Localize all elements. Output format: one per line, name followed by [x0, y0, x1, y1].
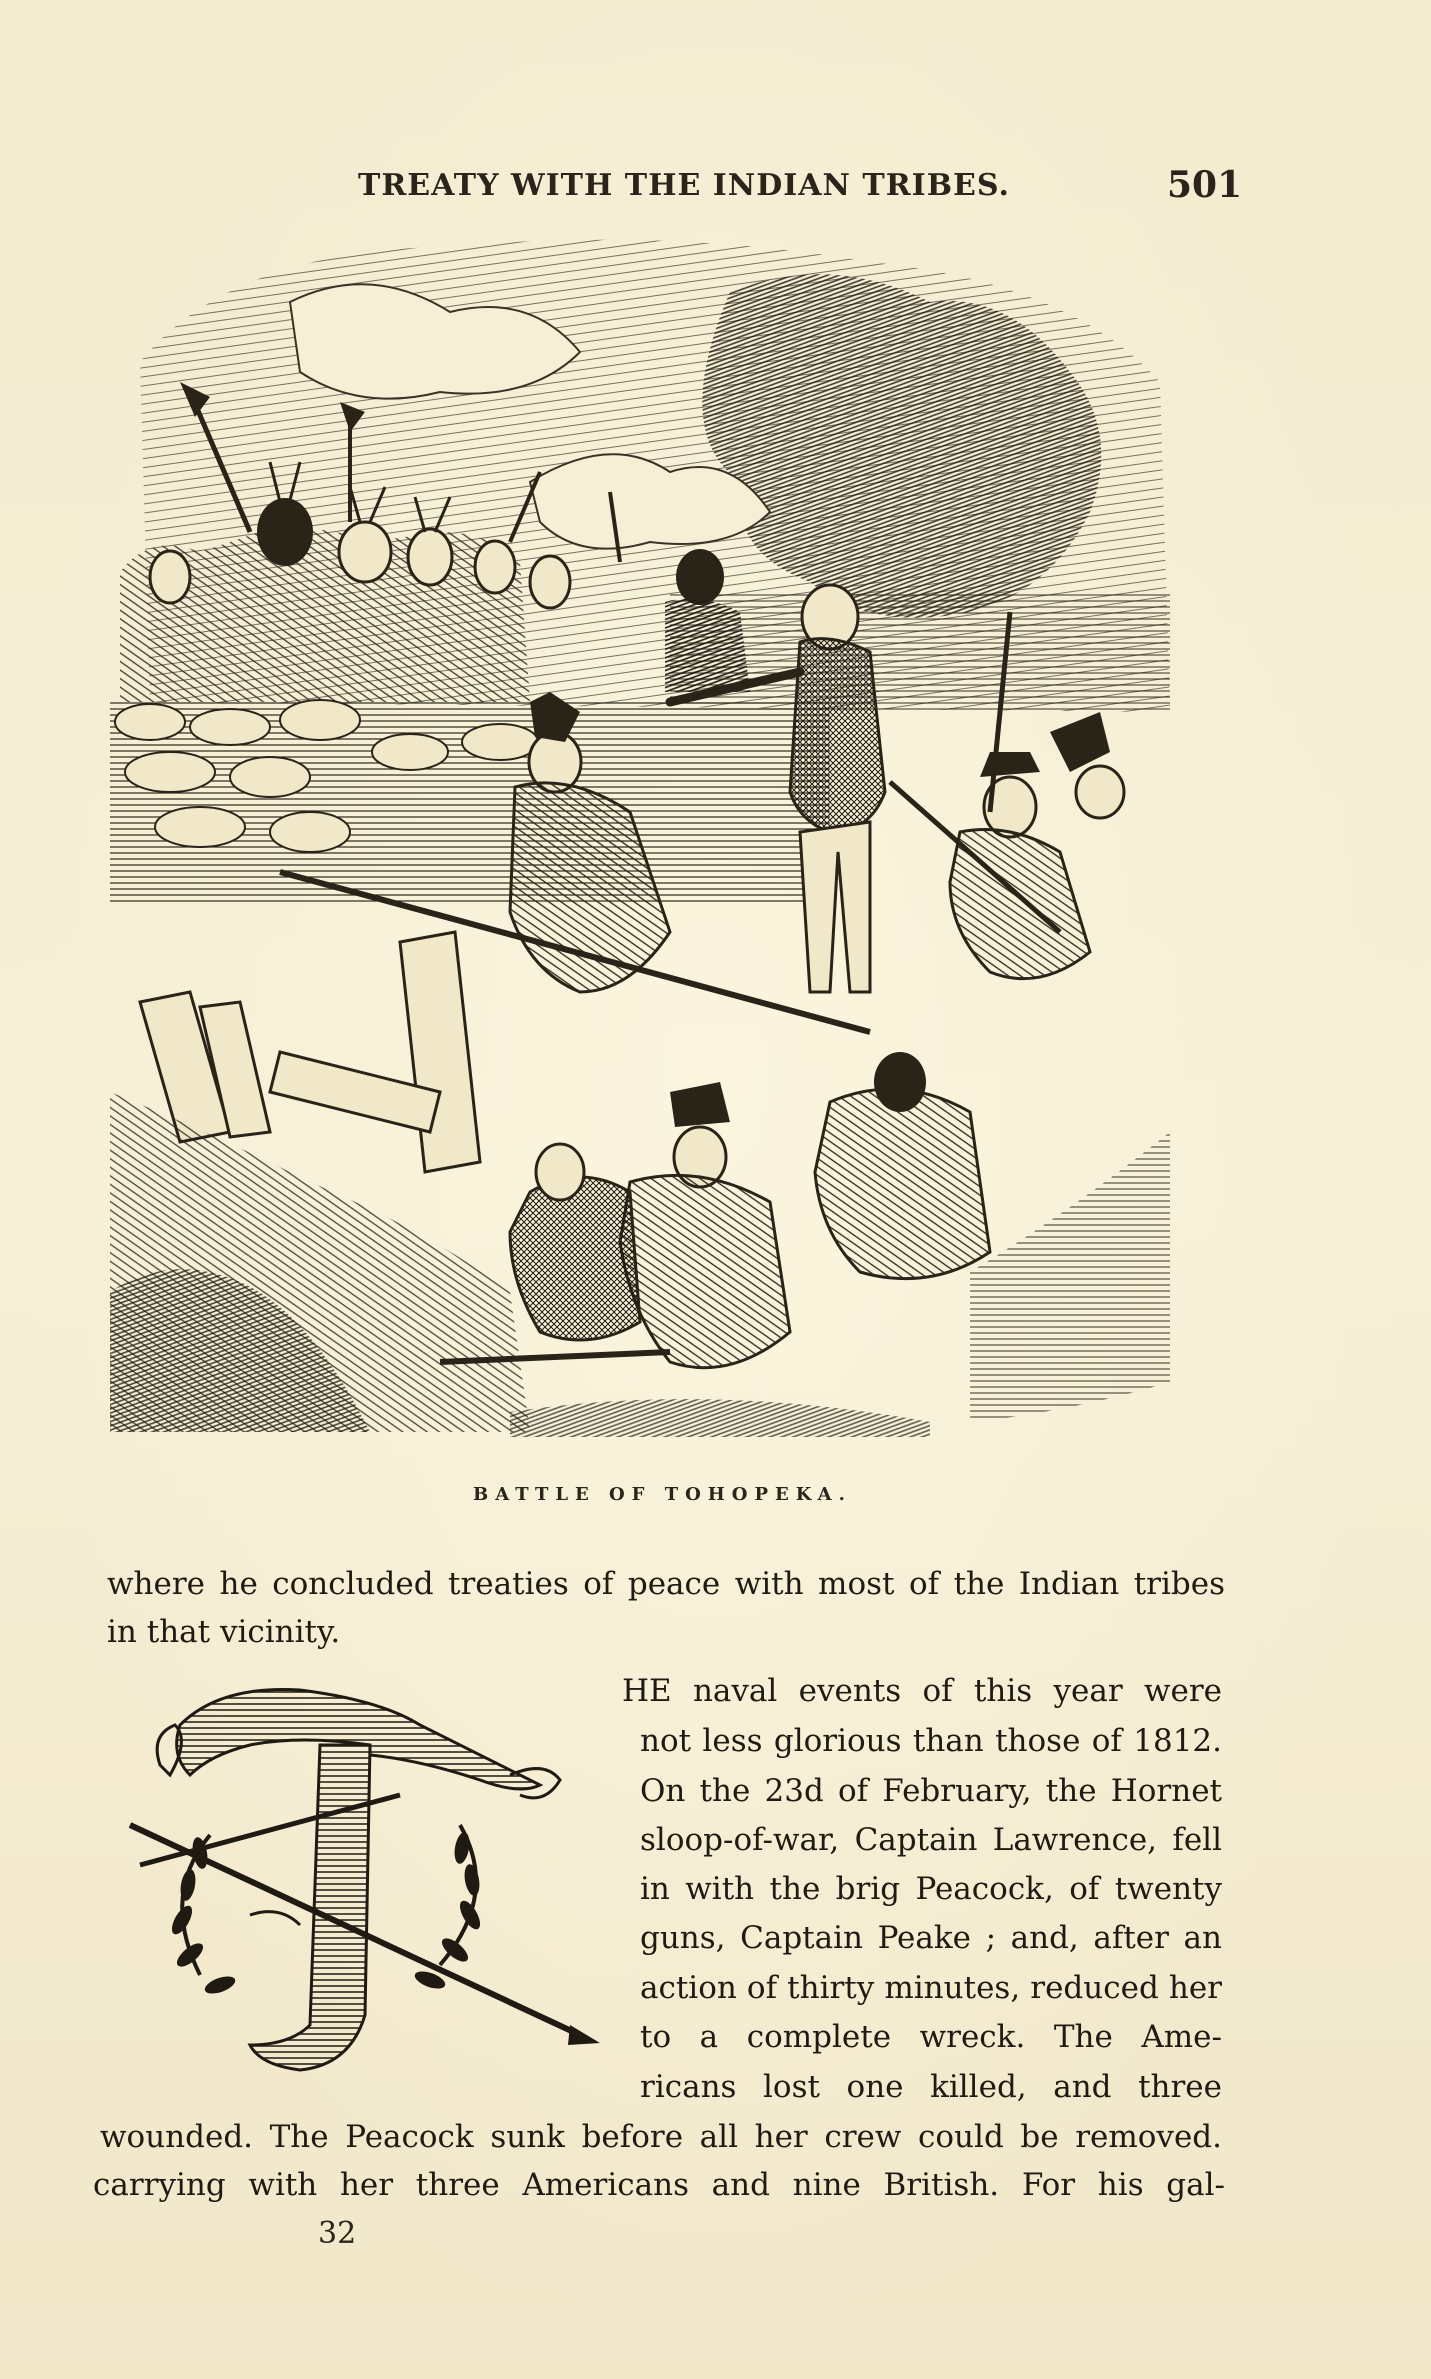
text-line: in that vicinity. [107, 1614, 341, 1650]
text-line: wounded. The Peacock sunk before all her crew could be removed. [100, 2119, 1222, 2155]
drop-cap-line: sloop-of-war, Captain Lawrence, fell [640, 1822, 1222, 1858]
drop-cap-line: ricans lost one killed, and three [640, 2069, 1222, 2105]
signature-mark: 32 [318, 2216, 357, 2251]
drop-cap-line: to a complete wreck. The Ame- [640, 2019, 1222, 2055]
illustration-caption: BATTLE OF TOHOPEKA. [473, 1484, 852, 1505]
page-number: 501 [1167, 164, 1243, 206]
drop-cap-line: in with the brig Peacock, of twenty [640, 1871, 1222, 1907]
drop-cap-line: action of thirty minutes, reduced her [640, 1970, 1222, 2006]
text-line: carrying with her three Americans and nine British. For his gal- [93, 2167, 1225, 2203]
drop-cap-line: guns, Captain Peake ; and, after an [640, 1920, 1222, 1956]
drop-cap-line: On the 23d of February, the Hornet [640, 1773, 1222, 1809]
text-line: where he concluded treaties of peace with most of the Indian tribes [107, 1566, 1225, 1602]
drop-cap-line: HE naval events of this year were [622, 1673, 1222, 1709]
drop-cap-line: not less glorious than those of 1812. [640, 1723, 1222, 1759]
battle-engraving [110, 232, 1220, 1457]
running-head: TREATY WITH THE INDIAN TRIBES. [358, 168, 1010, 203]
ornamental-initial-t [100, 1665, 600, 2100]
